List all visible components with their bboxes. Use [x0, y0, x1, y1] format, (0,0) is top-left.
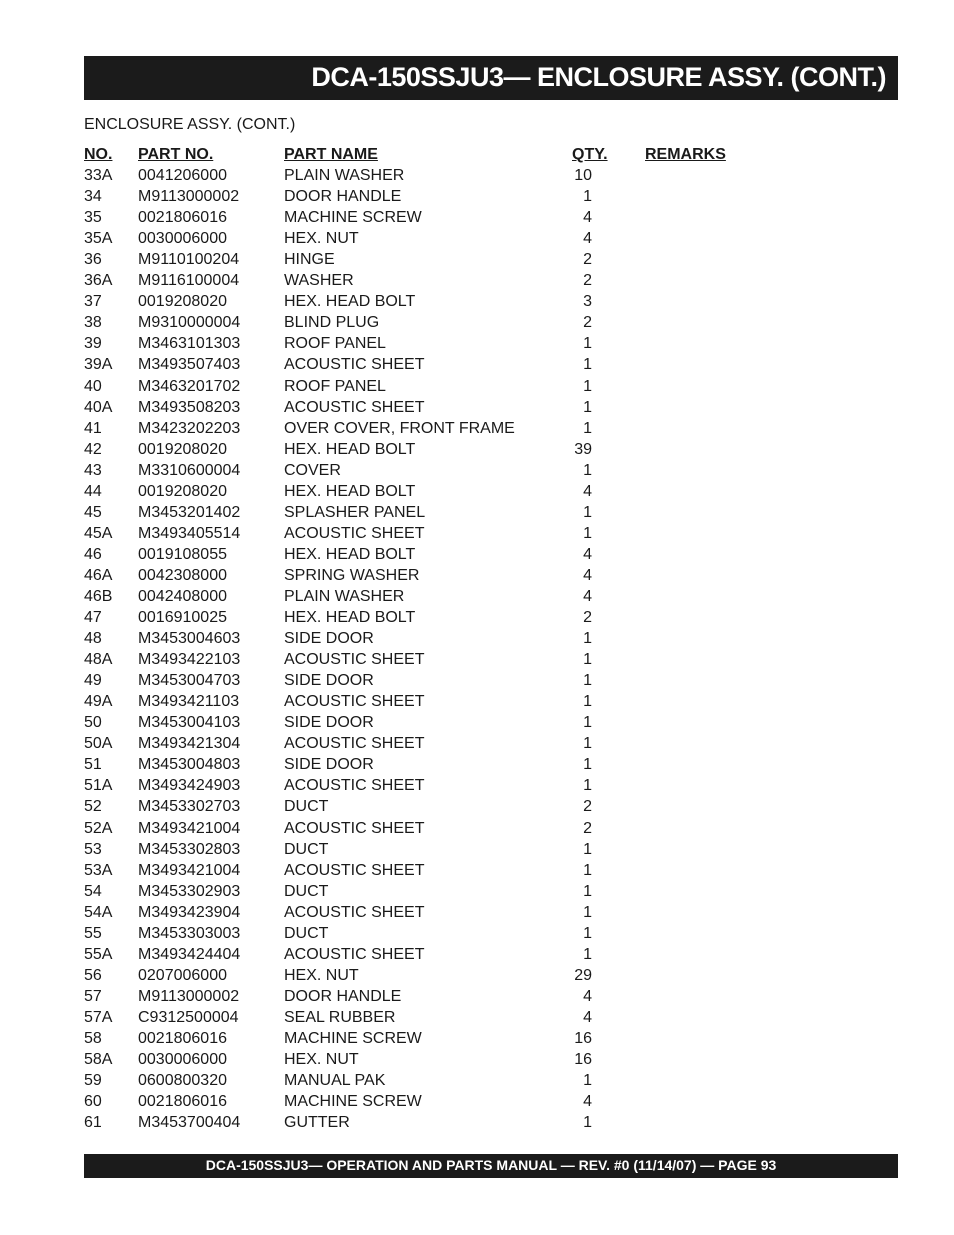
cell-qty: 1 [583, 356, 592, 374]
cell-qty: 2 [583, 798, 592, 816]
cell-no: 54 [84, 882, 102, 900]
cell-qty: 16 [574, 1051, 592, 1069]
cell-qty: 2 [583, 251, 592, 269]
table-row [84, 270, 744, 291]
table-row [84, 649, 744, 670]
cell-part-no: M3493421304 [138, 735, 241, 753]
cell-qty: 4 [583, 587, 592, 605]
cell-part-name: HEX. NUT [284, 966, 359, 984]
cell-qty: 2 [583, 609, 592, 627]
table-row [84, 186, 744, 207]
cell-part-name: SPRING WASHER [284, 566, 420, 584]
cell-part-name: ACOUSTIC SHEET [284, 861, 425, 879]
table-row [84, 228, 744, 249]
cell-part-no: M9110100204 [138, 251, 240, 269]
cell-no: 40A [84, 398, 113, 416]
cell-qty: 1 [583, 1114, 592, 1132]
table-row [84, 1028, 744, 1049]
cell-part-name: SEAL RUBBER [284, 1008, 396, 1026]
cell-part-name: ACOUSTIC SHEET [284, 398, 425, 416]
cell-no: 57A [84, 1008, 113, 1026]
column-header-remarks: REMARKS [645, 146, 726, 163]
table-row [84, 291, 744, 312]
table-row [84, 376, 744, 397]
cell-qty: 1 [583, 756, 592, 774]
table-row [84, 1091, 744, 1112]
cell-no: 44 [84, 482, 102, 500]
cell-part-name: ACOUSTIC SHEET [284, 693, 425, 711]
page-footer-bar [84, 1154, 898, 1178]
cell-no: 55 [84, 924, 102, 942]
cell-part-no: 0019208020 [138, 482, 227, 500]
cell-part-no: 0207006000 [138, 966, 227, 984]
cell-no: 48A [84, 651, 113, 669]
cell-qty: 2 [583, 314, 592, 332]
cell-part-name: ACOUSTIC SHEET [284, 735, 425, 753]
cell-no: 56 [84, 966, 102, 984]
cell-part-no: M3493424404 [138, 945, 241, 963]
table-row [84, 775, 744, 796]
cell-part-no: M3453004103 [138, 714, 241, 732]
cell-part-name: BLIND PLUG [284, 314, 380, 332]
cell-qty: 1 [583, 651, 592, 669]
cell-no: 58A [84, 1051, 113, 1069]
cell-part-no: M3463201702 [138, 377, 241, 395]
table-row [84, 439, 744, 460]
cell-qty: 4 [583, 545, 592, 563]
cell-no: 52A [84, 819, 113, 837]
table-row [84, 944, 744, 965]
table-row [84, 565, 744, 586]
cell-no: 33A [84, 167, 113, 185]
cell-qty: 1 [583, 377, 592, 395]
cell-part-name: SIDE DOOR [284, 630, 374, 648]
cell-part-no: 0019208020 [138, 440, 227, 458]
cell-qty: 1 [583, 419, 592, 437]
table-row [84, 860, 744, 881]
column-header-qty: QTY. [572, 146, 608, 163]
table-row [84, 1112, 744, 1133]
table-row [84, 544, 744, 565]
cell-part-no: M3493421103 [138, 693, 240, 711]
cell-no: 46A [84, 566, 113, 584]
cell-part-no: M3453201402 [138, 503, 241, 521]
cell-part-name: ACOUSTIC SHEET [284, 777, 425, 795]
page-title: DCA-150SSJU3— ENCLOSURE ASSY. (CONT.) [311, 62, 886, 92]
table-header-row [84, 144, 744, 165]
table-row [84, 1049, 744, 1070]
cell-part-name: PLAIN WASHER [284, 587, 405, 605]
cell-no: 45A [84, 524, 113, 542]
table-row [84, 1007, 744, 1028]
table-row [84, 818, 744, 839]
cell-qty: 1 [583, 630, 592, 648]
cell-no: 36 [84, 251, 102, 269]
cell-part-no: M3493423904 [138, 903, 241, 921]
cell-part-name: ACOUSTIC SHEET [284, 945, 425, 963]
cell-qty: 10 [574, 167, 592, 185]
cell-part-name: HEX. HEAD BOLT [284, 482, 416, 500]
cell-qty: 1 [583, 672, 592, 690]
cell-qty: 1 [583, 735, 592, 753]
cell-part-no: M3453004603 [138, 630, 241, 648]
cell-no: 51A [84, 777, 113, 795]
cell-no: 55A [84, 945, 113, 963]
table-row [84, 628, 744, 649]
cell-part-name: HEX. NUT [284, 1051, 359, 1069]
cell-part-no: M9116100004 [138, 272, 240, 290]
cell-no: 34 [84, 188, 102, 206]
cell-qty: 4 [583, 1093, 592, 1111]
cell-part-name: DUCT [284, 882, 329, 900]
cell-no: 49 [84, 672, 102, 690]
cell-part-no: M3453004803 [138, 756, 241, 774]
cell-qty: 1 [583, 777, 592, 795]
cell-qty: 1 [583, 693, 592, 711]
cell-part-name: SIDE DOOR [284, 672, 374, 690]
cell-part-no: M3493424903 [138, 777, 241, 795]
table-row [84, 986, 744, 1007]
cell-qty: 29 [574, 966, 592, 984]
cell-no: 46 [84, 545, 102, 563]
cell-no: 39 [84, 335, 102, 353]
cell-part-name: SIDE DOOR [284, 714, 374, 732]
table-row [84, 333, 744, 354]
cell-qty: 1 [583, 840, 592, 858]
cell-qty: 2 [583, 272, 592, 290]
cell-no: 54A [84, 903, 113, 921]
cell-qty: 1 [583, 398, 592, 416]
cell-part-no: M3463101303 [138, 335, 241, 353]
cell-part-name: WASHER [284, 272, 354, 290]
table-row [84, 796, 744, 817]
cell-no: 45 [84, 503, 102, 521]
cell-part-name: HEX. HEAD BOLT [284, 440, 416, 458]
cell-part-no: M3493507403 [138, 356, 241, 374]
table-row [84, 839, 744, 860]
cell-part-name: DUCT [284, 798, 329, 816]
cell-qty: 1 [583, 924, 592, 942]
cell-part-no: C9312500004 [138, 1008, 239, 1026]
cell-part-name: MANUAL PAK [284, 1072, 386, 1090]
cell-part-no: 0021806016 [138, 1093, 227, 1111]
cell-part-name: OVER COVER, FRONT FRAME [284, 419, 515, 437]
cell-no: 42 [84, 440, 102, 458]
page-header-bar [84, 56, 898, 100]
cell-part-name: DUCT [284, 924, 329, 942]
table-row [84, 249, 744, 270]
cell-part-no: M3453700404 [138, 1114, 241, 1132]
cell-part-name: GUTTER [284, 1114, 350, 1132]
column-header-part-name: PART NAME [284, 146, 378, 163]
cell-no: 59 [84, 1072, 102, 1090]
cell-part-no: 0019208020 [138, 293, 227, 311]
cell-no: 43 [84, 461, 102, 479]
cell-qty: 4 [583, 566, 592, 584]
cell-no: 61 [84, 1114, 102, 1132]
table-row [84, 418, 744, 439]
table-row [84, 712, 744, 733]
cell-part-no: 0042408000 [138, 587, 227, 605]
cell-qty: 1 [583, 945, 592, 963]
table-row [84, 754, 744, 775]
table-row [84, 397, 744, 418]
table-row [84, 586, 744, 607]
cell-no: 41 [84, 419, 102, 437]
cell-no: 36A [84, 272, 113, 290]
cell-part-name: ROOF PANEL [284, 335, 386, 353]
cell-part-no: M3453004703 [138, 672, 241, 690]
cell-qty: 1 [583, 714, 592, 732]
cell-no: 52 [84, 798, 102, 816]
cell-part-no: 0021806016 [138, 1029, 227, 1047]
cell-part-no: 0030006000 [138, 1051, 227, 1069]
cell-no: 53A [84, 861, 113, 879]
cell-no: 35A [84, 230, 113, 248]
cell-no: 58 [84, 1029, 102, 1047]
cell-part-name: ACOUSTIC SHEET [284, 356, 425, 374]
cell-no: 40 [84, 377, 102, 395]
cell-part-no: 0600800320 [138, 1072, 227, 1090]
table-row [84, 481, 744, 502]
cell-part-no: M3493421004 [138, 861, 241, 879]
cell-no: 47 [84, 609, 102, 627]
cell-part-no: 0016910025 [138, 609, 227, 627]
cell-qty: 1 [583, 188, 592, 206]
cell-qty: 39 [574, 440, 592, 458]
cell-part-no: M3493508203 [138, 398, 241, 416]
cell-no: 50 [84, 714, 102, 732]
parts-table [84, 144, 744, 1133]
cell-part-name: ACOUSTIC SHEET [284, 819, 425, 837]
table-row [84, 670, 744, 691]
table-row [84, 733, 744, 754]
cell-part-name: SPLASHER PANEL [284, 503, 426, 521]
cell-no: 48 [84, 630, 102, 648]
cell-no: 39A [84, 356, 113, 374]
cell-part-name: COVER [284, 461, 341, 479]
cell-part-no: M3423202203 [138, 419, 241, 437]
cell-qty: 1 [583, 524, 592, 542]
cell-qty: 4 [583, 1008, 592, 1026]
cell-part-no: M9113000002 [138, 188, 240, 206]
cell-part-name: HEX. HEAD BOLT [284, 545, 416, 563]
cell-no: 50A [84, 735, 113, 753]
cell-part-no: M9113000002 [138, 987, 240, 1005]
table-row [84, 165, 744, 186]
cell-part-no: M3493405514 [138, 524, 241, 542]
cell-qty: 3 [583, 293, 592, 311]
cell-part-no: 0041206000 [138, 167, 227, 185]
cell-qty: 4 [583, 230, 592, 248]
table-row [84, 881, 744, 902]
cell-part-no: M9310000004 [138, 314, 241, 332]
cell-no: 53 [84, 840, 102, 858]
cell-no: 51 [84, 756, 102, 774]
table-row [84, 691, 744, 712]
cell-qty: 1 [583, 861, 592, 879]
cell-part-no: M3453303003 [138, 924, 241, 942]
cell-no: 46B [84, 587, 113, 605]
table-body [84, 165, 744, 1133]
section-title: ENCLOSURE ASSY. (CONT.) [84, 116, 296, 133]
table-row [84, 312, 744, 333]
cell-part-name: MACHINE SCREW [284, 209, 422, 227]
cell-part-name: ACOUSTIC SHEET [284, 903, 425, 921]
cell-part-name: HEX. NUT [284, 230, 359, 248]
cell-part-no: 0030006000 [138, 230, 227, 248]
cell-no: 37 [84, 293, 102, 311]
cell-qty: 1 [583, 461, 592, 479]
cell-part-no: 0042308000 [138, 566, 227, 584]
table-row [84, 1070, 744, 1091]
table-row [84, 460, 744, 481]
table-row [84, 523, 744, 544]
cell-part-name: PLAIN WASHER [284, 167, 405, 185]
cell-no: 38 [84, 314, 102, 332]
footer-text: DCA-150SSJU3— OPERATION AND PARTS MANUAL — REV. #0 (11/14/07) — PAGE 93 [205, 1157, 777, 1173]
cell-part-no: M3453302903 [138, 882, 241, 900]
column-header-part-no: PART NO. [138, 146, 214, 163]
table-row [84, 965, 744, 986]
cell-part-no: M3493422103 [138, 651, 241, 669]
cell-part-name: DUCT [284, 840, 329, 858]
cell-part-no: 0019108055 [138, 545, 227, 563]
table-row [84, 607, 744, 628]
cell-qty: 1 [583, 335, 592, 353]
cell-part-name: MACHINE SCREW [284, 1093, 422, 1111]
cell-qty: 1 [583, 1072, 592, 1090]
cell-part-no: M3453302703 [138, 798, 241, 816]
cell-no: 60 [84, 1093, 102, 1111]
cell-qty: 2 [583, 819, 592, 837]
cell-qty: 1 [583, 903, 592, 921]
cell-part-name: MACHINE SCREW [284, 1029, 422, 1047]
cell-no: 49A [84, 693, 113, 711]
cell-no: 35 [84, 209, 102, 227]
cell-part-name: SIDE DOOR [284, 756, 374, 774]
cell-part-name: ACOUSTIC SHEET [284, 524, 425, 542]
cell-part-no: 0021806016 [138, 209, 227, 227]
table-row [84, 207, 744, 228]
cell-part-no: M3493421004 [138, 819, 241, 837]
cell-qty: 1 [583, 882, 592, 900]
cell-part-name: HEX. HEAD BOLT [284, 293, 416, 311]
table-row [84, 923, 744, 944]
table-row [84, 354, 744, 375]
cell-qty: 1 [583, 503, 592, 521]
column-header-no: NO. [84, 146, 113, 163]
cell-qty: 4 [583, 209, 592, 227]
cell-part-name: HEX. HEAD BOLT [284, 609, 416, 627]
cell-qty: 4 [583, 987, 592, 1005]
cell-part-name: ROOF PANEL [284, 377, 386, 395]
cell-part-no: M3310600004 [138, 461, 241, 479]
cell-part-name: DOOR HANDLE [284, 987, 402, 1005]
cell-part-no: M3453302803 [138, 840, 241, 858]
cell-part-name: ACOUSTIC SHEET [284, 651, 425, 669]
cell-qty: 16 [574, 1029, 592, 1047]
cell-no: 57 [84, 987, 102, 1005]
cell-part-name: HINGE [284, 251, 335, 269]
cell-qty: 4 [583, 482, 592, 500]
table-row [84, 902, 744, 923]
table-row [84, 502, 744, 523]
cell-part-name: DOOR HANDLE [284, 188, 402, 206]
